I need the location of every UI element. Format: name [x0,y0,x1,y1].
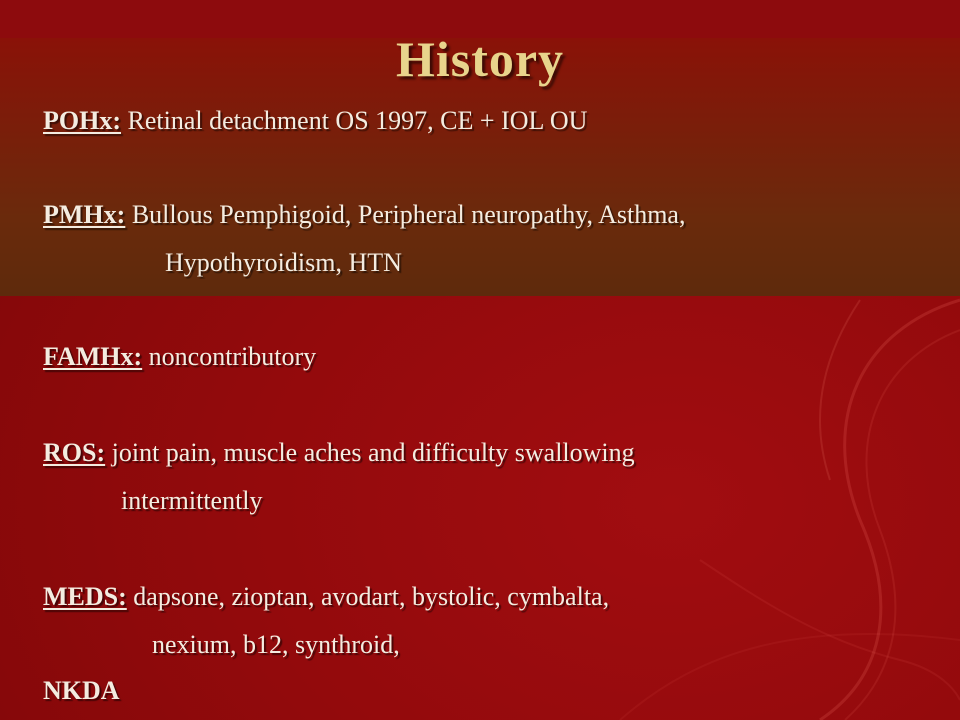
ros-line [43,438,635,468]
ros-label: ROS: [43,438,106,467]
pmh-text: Bullous Pemphigoid, Peripheral neuropathy, Asthma, [131,200,686,229]
famh-line [43,342,316,372]
meds-label: MEDS: [43,582,127,611]
slide-title: History [395,31,565,87]
famh-text: noncontributory [148,342,317,371]
pmh-continuation: Hypothyroidism, HTN [165,248,402,277]
meds-text: dapsone, zioptan, avodart, bystolic, cymbalta, [133,582,610,611]
pmh-label: PMHx: [43,200,126,229]
meds-continuation: nexium, b12, synthroid, [152,630,400,659]
ros-text: joint pain, muscle aches and difficulty swallowing [111,438,635,467]
poh-label: POHx: [43,106,121,135]
famh-label: FAMHx: [43,342,143,371]
meds-line [43,582,609,612]
ros-continuation: intermittently [121,486,263,515]
pmh-line [43,200,685,230]
poh-text: Retinal detachment OS 1997, CE + IOL OU [127,106,588,135]
poh-line [43,106,587,136]
allergies-line: NKDA [43,676,120,705]
